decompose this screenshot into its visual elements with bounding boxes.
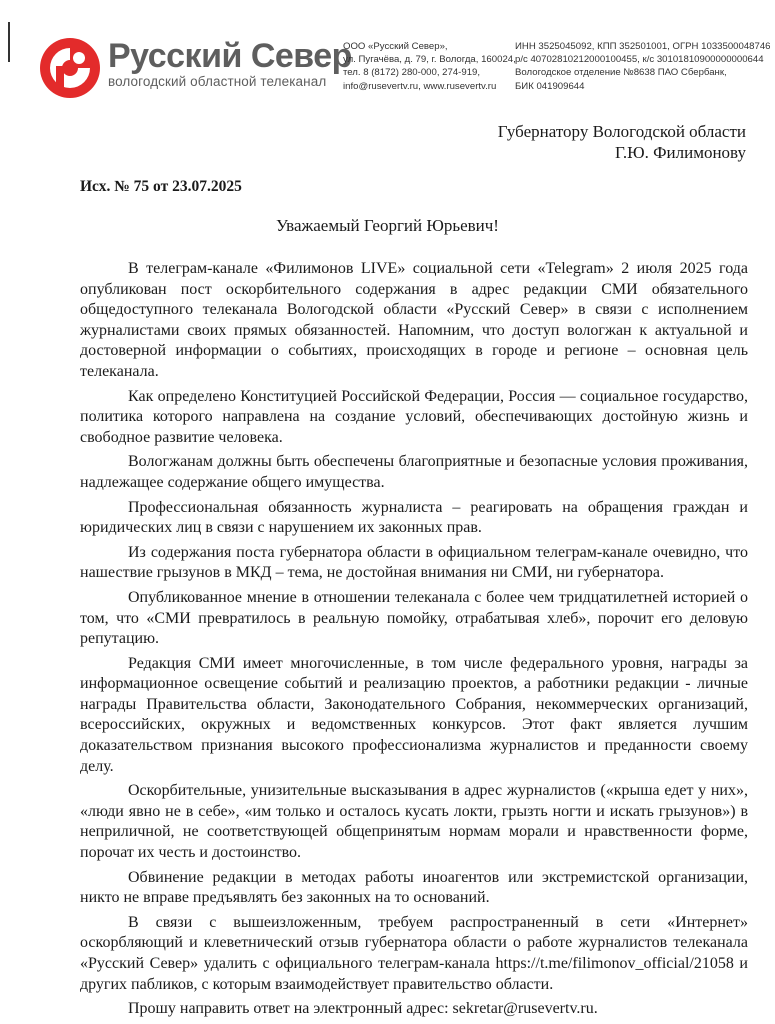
requisite-line: р/с 40702810212000100455, к/с 30101810900000000644: [515, 54, 764, 66]
paragraph: Оскорбительные, унизительные высказывания в адрес журналистов («крыша едет у них», «люди явно не в себе», «им только и осталось кусать локти, грызть ногти и искать грызунов») в неприличной, не соответствующей общепринятым нормам морали и нравственности форме, порочат их честь и достоинство.: [80, 782, 748, 862]
paragraph: Из содержания поста губернатора области в официальном телеграм-канале очевидно, что нашествие грызунов в МКД – тема, не достойная внимания ни СМИ, ни губернатора.: [80, 543, 748, 582]
brand-name: Русский Север: [108, 37, 352, 75]
contact-line: info@rusevertv.ru, www.rusevertv.ru: [343, 80, 497, 92]
brand-block: [108, 38, 352, 90]
greeting: Уважаемый Георгий Юрьевич!: [276, 216, 499, 235]
contact-line: тел. 8 (8172) 280-000, 274-919,: [343, 67, 481, 79]
paragraph: Вологжанам должны быть обеспечены благоприятные и безопасные условия проживания, надлежащее содержание общего имущества.: [80, 453, 748, 491]
paragraph: В связи с вышеизложенным, требуем распространенный в сети «Интернет» оскорбляющий и клеветнический отзыв губернатора области о работе журналистов телеканала «Русский Север» удалить с официального телеграм-канала https://t.me/filimonov_official/21058 и других пабликов, с которым взаимодействует правительство области.: [80, 913, 748, 993]
outgoing-number: Исх. № 75 от 23.07.2025: [80, 178, 242, 195]
recipient-title: Губернатору Вологодской области: [497, 122, 746, 141]
contact-line: ул. Пугачёва, д. 79, г. Вологда, 160024,: [343, 54, 516, 66]
paragraph: Опубликованное мнение в отношении телеканала с более чем тридцатилетней историей о том, что «СМИ превратилось в реальную помойку, отрабатывая хлеб», порочит его деловую репутацию.: [80, 588, 748, 648]
requisite-line: ИНН 3525045092, КПП 352501001, ОГРН 1033500048746: [515, 41, 771, 52]
company-contacts: [343, 40, 516, 93]
paragraph: Обвинение редакции в методах работы иноагентов или экстремистской организации, никто не вправе предъявлять без законных на то оснований.: [80, 868, 748, 907]
paragraph: Профессиональная обязанность журналиста – реагировать на обращения граждан и юридических лиц в связи с нарушением их законных прав.: [80, 498, 748, 537]
russkiy-sever-logo-icon: [38, 36, 102, 100]
paragraph: Как определено Конституцией Российской Федерации, Россия — социальное государство, политика которого направлена на создание условий, обеспечивающих достойную жизнь и свободное развитие человека.: [80, 387, 748, 446]
company-requisites: [515, 40, 771, 93]
requisite-line: Вологодское отделение №8638 ПАО Сбербанк,: [515, 67, 727, 79]
brand-subtitle: вологодский областной телеканал: [108, 74, 327, 89]
recipient-name: Г.Ю. Филимонову: [614, 143, 746, 162]
contact-line: ООО «Русский Север»,: [343, 41, 448, 52]
paragraph: Прошу направить ответ на электронный адрес: sekretar@rusevertv.ru.: [128, 1000, 598, 1018]
scan-edge-mark: [8, 22, 10, 62]
paragraph: В телеграм-канале «Филимонов LIVE» социальной сети «Telegram» 2 июля 2025 года опубликован пост оскорбительного содержания в адрес редакции СМИ обязательного общедоступного телеканала Вологодской области «Русский Север» в связи с исполнением журналистами своих прямых обязанностей. Напомним, что доступ вологжан к актуальной и достоверной информации о событиях, происходящих в городе и регионе – основная цель телеканала.: [80, 260, 748, 380]
requisite-line: БИК 041909644: [515, 80, 585, 92]
recipient-block: [498, 121, 746, 163]
paragraph: Редакция СМИ имеет многочисленные, в том числе федерального уровня, награды за информационное освещение событий и реализацию проектов, а работники редакции - личные награды Правительства области, Законодательного Собрания, некоммерческих организаций, всероссийских, окружных и ведомственных конкурсов. Этот факт является лучшим доказательством признания высокого профессионализма журналистов и преданности своему делу.: [80, 654, 748, 775]
letter-body: [80, 259, 748, 1024]
